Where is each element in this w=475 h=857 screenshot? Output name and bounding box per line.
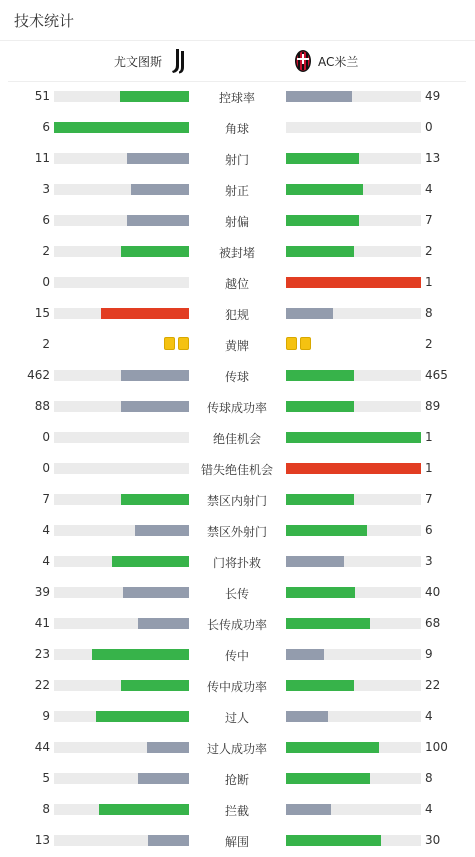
away-stat-bar-track — [286, 835, 421, 846]
away-stat-value: 40 — [425, 585, 441, 599]
away-stat-bar-fill — [286, 711, 328, 722]
stat-row — [0, 701, 475, 732]
home-stat-bar-track — [54, 215, 189, 226]
stat-row — [0, 112, 475, 143]
home-stat-bar-fill — [121, 401, 189, 412]
away-stat-bar-track — [286, 122, 421, 133]
home-stat-bar-fill — [138, 773, 189, 784]
away-stat-bar-track — [286, 494, 421, 505]
home-stat-bar-track — [54, 556, 189, 567]
stat-row — [0, 298, 475, 329]
home-stat-bar-track — [54, 711, 189, 722]
stat-row — [0, 360, 475, 391]
home-stat-bar-fill — [127, 153, 189, 164]
away-stat-bar-track — [286, 773, 421, 784]
away-stat-value: 7 — [425, 213, 433, 227]
stat-label: 传球成功率 — [206, 401, 267, 415]
away-stat-bar-fill — [286, 432, 421, 443]
yellow-card-icon — [300, 337, 311, 350]
away-stat-bar-track — [286, 153, 421, 164]
stat-label: 射门 — [224, 153, 249, 167]
away-stat-bar-track — [286, 525, 421, 536]
away-stat-value: 89 — [425, 399, 441, 413]
page-title: 技术统计 — [14, 12, 75, 30]
stat-label: 错失绝佳机会 — [200, 463, 273, 477]
home-stat-value: 0 — [42, 430, 50, 444]
stat-label: 长传成功率 — [206, 618, 267, 632]
away-stat-bar-fill — [286, 246, 354, 257]
away-stat-value: 8 — [425, 771, 433, 785]
home-stat-value: 6 — [42, 213, 50, 227]
home-stat-value: 15 — [34, 306, 50, 320]
home-stat-value: 2 — [42, 337, 50, 351]
stat-label: 越位 — [224, 277, 249, 291]
away-stat-bar-track — [286, 742, 421, 753]
away-stat-bar-track — [286, 556, 421, 567]
away-stat-bar-fill — [286, 649, 324, 660]
stat-row — [0, 143, 475, 174]
stat-row — [0, 732, 475, 763]
home-stat-value: 41 — [34, 616, 50, 630]
home-stat-bar-fill — [112, 556, 189, 567]
home-stat-value: 22 — [34, 678, 50, 692]
stat-row — [0, 422, 475, 453]
stat-label: 犯规 — [224, 308, 249, 322]
away-stat-value: 49 — [425, 89, 441, 103]
away-stat-bar-fill — [286, 463, 421, 474]
away-stat-value: 68 — [425, 616, 441, 630]
stat-row — [0, 329, 475, 360]
home-stat-value: 88 — [34, 399, 50, 413]
stat-label: 被封堵 — [218, 246, 255, 260]
away-stat-bar-fill — [286, 91, 352, 102]
home-stat-bar-fill — [121, 680, 189, 691]
away-yellow-cards — [286, 337, 311, 350]
away-stat-bar-track — [286, 587, 421, 598]
away-stat-value: 7 — [425, 492, 433, 506]
stat-label: 射正 — [224, 184, 249, 198]
home-stat-bar-track — [54, 742, 189, 753]
home-stat-value: 2 — [42, 244, 50, 258]
stat-row — [0, 391, 475, 422]
juventus-logo-icon — [169, 48, 187, 74]
yellow-card-icon — [164, 337, 175, 350]
stat-row — [0, 670, 475, 701]
home-stat-bar-track — [54, 835, 189, 846]
home-stat-bar-fill — [123, 587, 189, 598]
away-stat-bar-fill — [286, 184, 363, 195]
away-stat-value: 100 — [425, 740, 448, 754]
home-stat-value: 11 — [34, 151, 50, 165]
home-stat-bar-fill — [121, 246, 189, 257]
away-stat-bar-fill — [286, 804, 331, 815]
away-stat-value: 9 — [425, 647, 433, 661]
away-stat-value: 1 — [425, 275, 433, 289]
stat-row — [0, 546, 475, 577]
home-stat-bar-track — [54, 432, 189, 443]
home-stat-bar-track — [54, 184, 189, 195]
away-stat-bar-fill — [286, 742, 379, 753]
away-stat-value: 2 — [425, 244, 433, 258]
home-stat-value: 13 — [34, 833, 50, 847]
stat-label: 禁区内射门 — [206, 494, 267, 508]
stat-label: 过人 — [224, 711, 249, 725]
home-stat-value: 0 — [42, 461, 50, 475]
home-stat-value: 462 — [27, 368, 50, 382]
away-stat-bar-fill — [286, 680, 354, 691]
stat-label: 绝佳机会 — [212, 432, 261, 446]
home-stat-bar-fill — [138, 618, 189, 629]
stat-row — [0, 825, 475, 856]
home-stat-value: 5 — [42, 771, 50, 785]
away-stat-value: 13 — [425, 151, 441, 165]
stat-row — [0, 174, 475, 205]
stat-row — [0, 267, 475, 298]
stat-row — [0, 639, 475, 670]
away-stat-bar-fill — [286, 618, 370, 629]
stat-row — [0, 236, 475, 267]
away-stat-value: 22 — [425, 678, 441, 692]
stat-label: 角球 — [224, 122, 249, 136]
home-stat-value: 3 — [42, 182, 50, 196]
home-stat-value: 51 — [34, 89, 50, 103]
home-stat-value: 8 — [42, 802, 50, 816]
home-stat-bar-fill — [147, 742, 189, 753]
home-stat-value: 4 — [42, 554, 50, 568]
away-stat-bar-fill — [286, 215, 359, 226]
home-stat-bar-track — [54, 773, 189, 784]
away-stat-value: 3 — [425, 554, 433, 568]
home-stat-value: 39 — [34, 585, 50, 599]
ac-milan-logo-icon — [294, 49, 312, 73]
stat-label: 过人成功率 — [206, 742, 267, 756]
away-stat-bar-track — [286, 184, 421, 195]
home-stat-bar-fill — [135, 525, 189, 536]
away-stat-value: 4 — [425, 802, 433, 816]
away-stat-bar-fill — [286, 494, 354, 505]
home-stat-bar-track — [54, 91, 189, 102]
home-stat-bar-track — [54, 618, 189, 629]
stat-row — [0, 763, 475, 794]
home-stat-bar-fill — [101, 308, 189, 319]
stat-label: 控球率 — [218, 91, 255, 105]
away-stat-bar-fill — [286, 153, 359, 164]
away-stat-bar-fill — [286, 835, 381, 846]
away-stat-value: 4 — [425, 709, 433, 723]
home-stat-bar-fill — [121, 370, 189, 381]
away-team-name: AC米兰 — [318, 55, 359, 69]
home-stat-bar-track — [54, 370, 189, 381]
home-stat-bar-fill — [121, 494, 189, 505]
away-stat-bar-fill — [286, 773, 370, 784]
home-stat-bar-track — [54, 649, 189, 660]
home-stat-bar-track — [54, 804, 189, 815]
away-stat-bar-track — [286, 463, 421, 474]
home-stat-bar-fill — [148, 835, 189, 846]
away-stat-bar-track — [286, 370, 421, 381]
home-stat-bar-track — [54, 401, 189, 412]
away-stat-bar-fill — [286, 277, 421, 288]
home-stat-bar-track — [54, 246, 189, 257]
away-stat-bar-fill — [286, 370, 354, 381]
away-stat-bar-fill — [286, 556, 344, 567]
away-stat-value: 0 — [425, 120, 433, 134]
home-stat-bar-track — [54, 153, 189, 164]
stat-label: 射偏 — [224, 215, 249, 229]
stat-row — [0, 794, 475, 825]
home-stat-bar-track — [54, 587, 189, 598]
away-stat-value: 30 — [425, 833, 441, 847]
away-stat-bar-track — [286, 804, 421, 815]
stat-label: 黄牌 — [224, 339, 249, 353]
stat-label: 传中 — [224, 649, 249, 663]
home-yellow-cards — [164, 337, 189, 350]
home-stat-bar-fill — [92, 649, 189, 660]
home-stat-bar-fill — [127, 215, 189, 226]
away-stat-bar-track — [286, 246, 421, 257]
yellow-card-icon — [286, 337, 297, 350]
away-stat-bar-fill — [286, 587, 355, 598]
home-stat-bar-track — [54, 277, 189, 288]
stat-label: 传球 — [224, 370, 249, 384]
stat-label: 抢断 — [224, 773, 249, 787]
away-stat-bar-fill — [286, 401, 354, 412]
stat-row — [0, 453, 475, 484]
away-stat-bar-track — [286, 308, 421, 319]
away-stat-value: 1 — [425, 461, 433, 475]
stat-row — [0, 205, 475, 236]
away-stat-value: 6 — [425, 523, 433, 537]
away-stat-bar-track — [286, 91, 421, 102]
home-stat-bar-fill — [96, 711, 189, 722]
away-stat-bar-fill — [286, 308, 333, 319]
away-stat-bar-track — [286, 215, 421, 226]
stat-row — [0, 577, 475, 608]
home-team-name: 尤文图斯 — [113, 55, 162, 69]
stat-row — [0, 484, 475, 515]
away-stat-value: 2 — [425, 337, 433, 351]
stat-label: 拦截 — [224, 804, 249, 818]
away-stat-value: 4 — [425, 182, 433, 196]
away-stat-bar-track — [286, 277, 421, 288]
stat-row — [0, 608, 475, 639]
stat-row — [0, 81, 475, 112]
away-stat-value: 465 — [425, 368, 448, 382]
stat-label: 传中成功率 — [206, 680, 267, 694]
stat-label: 解围 — [224, 835, 249, 849]
away-stat-bar-track — [286, 401, 421, 412]
stat-row — [0, 515, 475, 546]
home-stat-bar-fill — [54, 122, 189, 133]
away-stat-bar-track — [286, 711, 421, 722]
stat-label: 长传 — [224, 587, 249, 601]
stat-label: 禁区外射门 — [206, 525, 267, 539]
away-stat-bar-track — [286, 680, 421, 691]
away-stat-value: 1 — [425, 430, 433, 444]
home-stat-value: 44 — [34, 740, 50, 754]
home-stat-bar-track — [54, 308, 189, 319]
home-stat-bar-fill — [99, 804, 189, 815]
home-stat-bar-track — [54, 680, 189, 691]
home-stat-value: 9 — [42, 709, 50, 723]
away-stat-bar-track — [286, 432, 421, 443]
home-stat-bar-track — [54, 494, 189, 505]
away-stat-bar-track — [286, 618, 421, 629]
home-stat-bar-track — [54, 463, 189, 474]
away-stat-value: 8 — [425, 306, 433, 320]
team-header — [8, 41, 466, 82]
home-stat-value: 23 — [34, 647, 50, 661]
home-stat-value: 6 — [42, 120, 50, 134]
stat-label: 门将扑救 — [212, 556, 261, 570]
home-stat-bar-track — [54, 525, 189, 536]
home-stat-value: 7 — [42, 492, 50, 506]
away-stat-bar-track — [286, 649, 421, 660]
stats-list — [0, 81, 475, 856]
home-stat-value: 4 — [42, 523, 50, 537]
home-stat-bar-fill — [131, 184, 189, 195]
home-stat-value: 0 — [42, 275, 50, 289]
home-stat-bar-track — [54, 122, 189, 133]
home-stat-bar-fill — [120, 91, 189, 102]
title-bar — [0, 0, 475, 41]
away-stat-bar-fill — [286, 525, 367, 536]
